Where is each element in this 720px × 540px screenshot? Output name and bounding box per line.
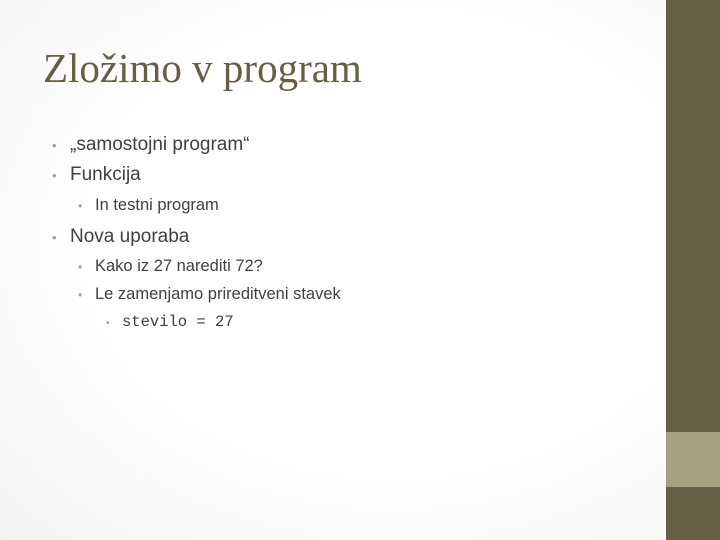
bullet-text: Nova uporaba — [70, 226, 190, 247]
bullet-dot-icon: • — [78, 288, 83, 302]
bullet-text: Funkcija — [70, 164, 141, 185]
bullet-dot-icon: • — [78, 199, 83, 213]
code-text: stevilo = 27 — [122, 313, 234, 331]
bullet-text: „samostojni program“ — [70, 134, 250, 155]
bullet-text: In testni program — [95, 196, 219, 214]
bullet-item — [52, 164, 141, 186]
slide-title: Zložimo v program — [43, 45, 362, 91]
bullet-dot-icon: • — [78, 260, 83, 274]
bullet-text: Kako iz 27 narediti 72? — [95, 257, 263, 275]
sub-bullet-item — [78, 196, 219, 215]
sub-bullet-item — [78, 285, 341, 304]
bullet-item — [52, 226, 189, 248]
bullet-item — [52, 134, 250, 156]
bullet-text: Le zamenjamo prireditveni stavek — [95, 285, 341, 303]
bullet-dot-icon: • — [52, 230, 57, 245]
bullet-dot-icon: • — [52, 138, 57, 153]
sidebar-accent-block — [666, 432, 720, 487]
bullet-dot-icon: • — [106, 318, 110, 329]
sub-bullet-item — [78, 257, 263, 276]
bullet-dot-icon: • — [52, 168, 57, 183]
code-bullet-item — [106, 313, 234, 331]
